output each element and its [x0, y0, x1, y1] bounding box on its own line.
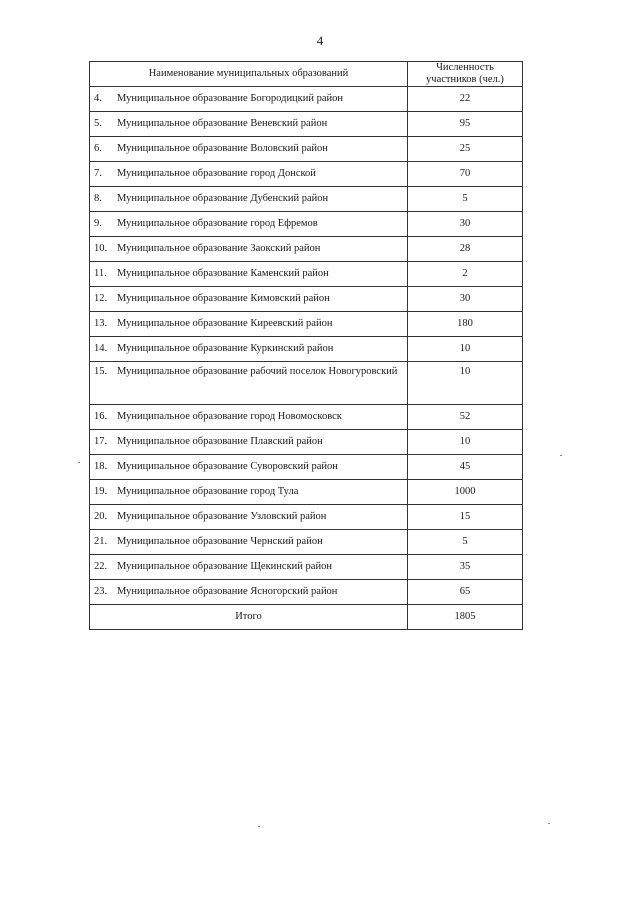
table-row: [90, 580, 523, 605]
table-row: [90, 405, 523, 430]
total-row: [90, 605, 523, 630]
municipality-cell: [90, 162, 408, 187]
participant-count: 180: [408, 312, 523, 337]
municipality-cell: [90, 212, 408, 237]
municipality-cell: [90, 555, 408, 580]
participant-count: 22: [408, 87, 523, 112]
page-number: 4: [316, 33, 324, 48]
row-number: 9.: [94, 218, 102, 229]
participants-table: [89, 61, 523, 630]
municipality-name: Муниципальное образование город Ефремов: [117, 218, 318, 229]
municipality-name: Муниципальное образование Каменский район: [117, 268, 329, 279]
participant-count: 15: [408, 505, 523, 530]
scan-speck: [548, 823, 550, 824]
table-row: [90, 137, 523, 162]
table-row: [90, 212, 523, 237]
row-number: 18.: [94, 461, 108, 472]
row-number: 10.: [94, 243, 108, 254]
municipality-cell: [90, 455, 408, 480]
table-row: [90, 362, 523, 405]
municipality-cell: [90, 405, 408, 430]
row-number: 5.: [94, 118, 102, 129]
row-number: 8.: [94, 193, 102, 204]
municipality-name: Муниципальное образование Чернский район: [117, 536, 323, 547]
table-row: [90, 555, 523, 580]
municipality-cell: [90, 362, 408, 405]
scan-speck: [560, 455, 562, 456]
municipality-name: Муниципальное образование город Донской: [117, 168, 316, 179]
municipality-name: Муниципальное образование Дубенский район: [117, 193, 329, 204]
row-number: 20.: [94, 511, 108, 522]
table-row: [90, 455, 523, 480]
table-row: [90, 187, 523, 212]
total-count: 1805: [408, 605, 523, 630]
column-header-name: Наименование муниципальных образований: [90, 62, 408, 87]
municipality-cell: [90, 187, 408, 212]
municipality-cell: [90, 312, 408, 337]
row-number: 11.: [94, 268, 107, 279]
participant-count: 52: [408, 405, 523, 430]
participant-count: 25: [408, 137, 523, 162]
table-row: [90, 237, 523, 262]
table-row: [90, 530, 523, 555]
participant-count: 45: [408, 455, 523, 480]
participant-count: 30: [408, 287, 523, 312]
table-row: [90, 87, 523, 112]
row-number: 22.: [94, 561, 108, 572]
table-row: [90, 312, 523, 337]
participant-count: 2: [408, 262, 523, 287]
table-row: [90, 162, 523, 187]
row-number: 12.: [94, 293, 108, 304]
municipality-name: Муниципальное образование Щекинский район: [117, 561, 332, 572]
participant-count: 30: [408, 212, 523, 237]
table-row: [90, 262, 523, 287]
municipality-name: Муниципальное образование Суворовский район: [117, 461, 338, 472]
table-row: [90, 112, 523, 137]
table-row: [90, 287, 523, 312]
participant-count: 10: [408, 337, 523, 362]
municipality-name: Муниципальное образование Воловский район: [117, 143, 328, 154]
row-number: 17.: [94, 436, 108, 447]
municipality-name: Муниципальное образование Куркинский район: [117, 343, 334, 354]
participant-count: 95: [408, 112, 523, 137]
table-row: [90, 505, 523, 530]
participant-count: 5: [408, 187, 523, 212]
row-number: 16.: [94, 411, 108, 422]
participant-count: 28: [408, 237, 523, 262]
participant-count: 10: [408, 430, 523, 455]
row-number: 15.: [94, 366, 108, 377]
municipality-cell: [90, 287, 408, 312]
municipality-cell: [90, 87, 408, 112]
municipality-name: Муниципальное образование рабочий поселок Новогуровский: [117, 366, 398, 377]
row-number: 19.: [94, 486, 108, 497]
total-label: Итого: [90, 605, 408, 630]
row-number: 7.: [94, 168, 102, 179]
municipality-name: Муниципальное образование Плавский район: [117, 436, 323, 447]
participant-count: 10: [408, 362, 523, 405]
municipality-name: Муниципальное образование Заокский район: [117, 243, 321, 254]
scan-speck: [78, 462, 80, 463]
municipality-cell: [90, 262, 408, 287]
municipality-cell: [90, 112, 408, 137]
municipality-cell: [90, 237, 408, 262]
row-number: 13.: [94, 318, 108, 329]
municipality-name: Муниципальное образование Кимовский район: [117, 293, 330, 304]
table-row: [90, 430, 523, 455]
participant-count: 1000: [408, 480, 523, 505]
municipality-cell: [90, 480, 408, 505]
municipality-name: Муниципальное образование Узловский район: [117, 511, 327, 522]
participant-count: 65: [408, 580, 523, 605]
table-row: [90, 337, 523, 362]
row-number: 21.: [94, 536, 108, 547]
municipality-name: Муниципальное образование Ясногорский район: [117, 586, 338, 597]
municipality-name: Муниципальное образование Богородицкий район: [117, 93, 344, 104]
row-number: 4.: [94, 93, 102, 104]
table-row: [90, 480, 523, 505]
table-header-row: [90, 62, 523, 87]
municipality-name: Муниципальное образование город Новомосковск: [117, 411, 342, 422]
municipality-cell: [90, 137, 408, 162]
municipality-cell: [90, 430, 408, 455]
municipality-cell: [90, 530, 408, 555]
municipality-cell: [90, 580, 408, 605]
municipality-name: Муниципальное образование город Тула: [117, 486, 299, 497]
row-number: 6.: [94, 143, 102, 154]
municipality-cell: [90, 505, 408, 530]
participant-count: 35: [408, 555, 523, 580]
municipality-cell: [90, 337, 408, 362]
scan-speck: [258, 826, 260, 827]
participant-count: 5: [408, 530, 523, 555]
column-header-count: Численность участников (чел.): [408, 62, 523, 87]
row-number: 14.: [94, 343, 108, 354]
municipality-name: Муниципальное образование Киреевский район: [117, 318, 333, 329]
row-number: 23.: [94, 586, 108, 597]
municipality-name: Муниципальное образование Веневский район: [117, 118, 328, 129]
participant-count: 70: [408, 162, 523, 187]
